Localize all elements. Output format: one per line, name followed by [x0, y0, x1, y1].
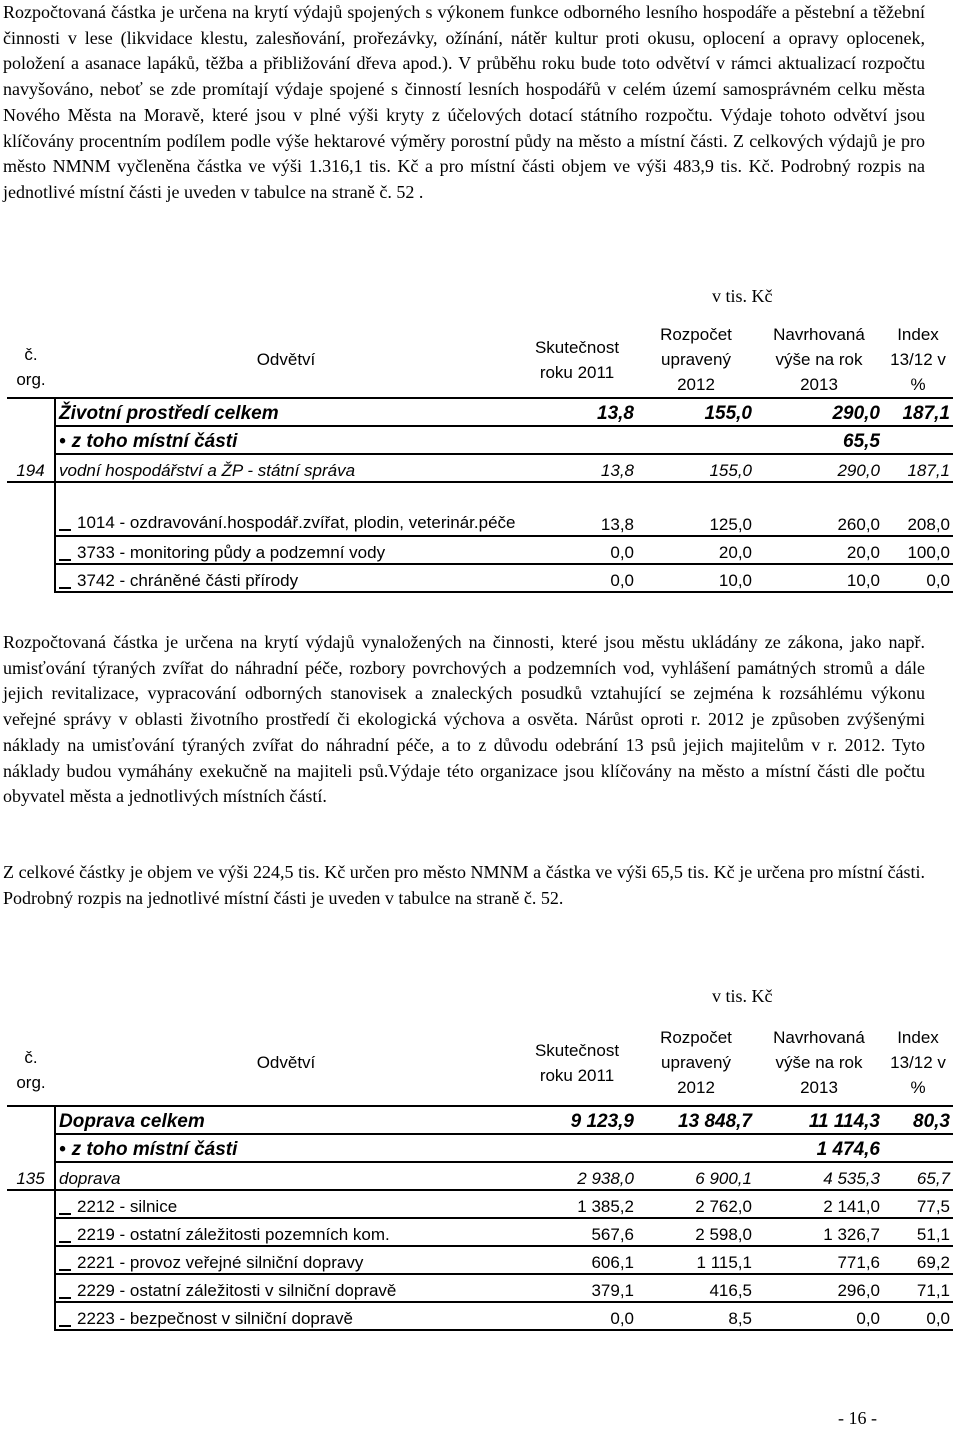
cell-index: 187,1	[883, 454, 953, 482]
table-row	[7, 482, 953, 536]
cell-2013: 0,0	[755, 1302, 883, 1330]
table-row	[7, 1162, 953, 1190]
row-label: vodní hospodářství a ŽP - státní správa	[59, 461, 356, 480]
row-label: Životní prostředí celkem	[59, 403, 279, 424]
paragraph-forestry: Rozpočtovaná částka je určena na krytí výdajů spojených s výkonem funkce odborného lesního hospodáře a pěstební a těžební činnosti v lese (likvidace klestu, zalesňování, prořezávky, ožínání, nátěr kultur proti okusu, oplocení a opravy oplocenek, položení a asanace lapáků, těžba a přibližování dřeva apod.). V průběhu roku bude toto odvětví v rámci aktualizací rozpočtu navyšováno, neboť se zde promítají výdaje spojené s činností lesních hospodářů v celém území samosprávném celku města Nového Města na Moravě, které jsou v plné výši kryty z účelových dotací státního rozpočtu. Výdaje tohoto odvětví jsou klíčovány procentním podílem podle výše hektarové výměry porostní půdy na město a místní části. Z celkových výdajů je pro město NMNM vyčleněna částka ve výši 1.316,1 tis. Kč a pro místní části objem ve výši 483,9 tis. Kč. Podrobný rozpis na jednotlivé místní části je uveden v tabulce na straně č. 52 .	[3, 2, 925, 202]
table-row	[7, 1218, 953, 1246]
table-row	[7, 1246, 953, 1274]
cell-index: 187,1	[883, 398, 953, 426]
cell-2013: 771,6	[755, 1246, 883, 1274]
row-label: z toho místní části	[71, 431, 238, 452]
cell-2013: 290,0	[755, 454, 883, 482]
cell-2011: 0,0	[517, 564, 637, 592]
cell-2012: 155,0	[637, 398, 755, 426]
row-label: 3733 - monitoring půdy a podzemní vody	[77, 543, 386, 562]
cell-org	[7, 1246, 55, 1274]
cell-2013: 11 114,3	[755, 1106, 883, 1134]
cell-label	[55, 1134, 517, 1162]
page-number: - 16 -	[838, 1408, 877, 1428]
header-odvetvi: Odvětví	[256, 1053, 316, 1072]
cell-label	[55, 1218, 517, 1246]
row-label: 2219 - ostatní záležitosti pozemních kom.	[77, 1225, 390, 1244]
header-skutecnost: Skutečnost roku 2011	[534, 1040, 620, 1085]
cell-2011	[517, 1134, 637, 1162]
cell-2012: 13 848,7	[637, 1106, 755, 1134]
row-label: doprava	[59, 1169, 121, 1188]
cell-2012: 2 762,0	[637, 1190, 755, 1218]
table-row	[7, 1274, 953, 1302]
table-row	[7, 454, 953, 482]
cell-index	[883, 426, 953, 454]
cell-2011	[517, 426, 637, 454]
bullet-icon: •	[59, 431, 66, 452]
table-row	[7, 564, 953, 592]
cell-index: 51,1	[883, 1218, 953, 1246]
cell-org	[7, 1106, 55, 1134]
table-body-transport	[7, 1106, 953, 1330]
cell-label	[55, 454, 517, 482]
row-label: 2229 - ostatní záležitosti v silniční dopravě	[77, 1281, 397, 1300]
table-row	[7, 1134, 953, 1162]
header-navrh: Navrhovaná výše na rok 2013	[773, 1028, 865, 1097]
cell-2011: 2 938,0	[517, 1162, 637, 1190]
cell-index: 71,1	[883, 1274, 953, 1302]
cell-2012: 155,0	[637, 454, 755, 482]
row-label: 2212 - silnice	[77, 1197, 178, 1216]
cell-2011: 0,0	[517, 536, 637, 564]
dash-icon	[59, 1269, 71, 1271]
header-org: č. org.	[16, 344, 46, 389]
cell-index: 69,2	[883, 1246, 953, 1274]
row-label: 2223 - bezpečnost v silniční dopravě	[77, 1309, 353, 1328]
header-skutecnost: Skutečnost roku 2011	[534, 337, 620, 382]
cell-label	[55, 398, 517, 426]
cell-2011: 13,8	[517, 398, 637, 426]
header-rozpocet: Rozpočet upravený 2012	[660, 1028, 732, 1097]
unit-label-1: v tis. Kč	[712, 286, 773, 306]
cell-org	[7, 398, 55, 426]
cell-label	[55, 1274, 517, 1302]
cell-index: 208,0	[883, 482, 953, 536]
cell-2013: 1 326,7	[755, 1218, 883, 1246]
cell-2012: 10,0	[637, 564, 755, 592]
unit-label-2: v tis. Kč	[712, 986, 773, 1006]
row-label: 1014 - ozdravování.hospodář.zvířat, plodin, veterinár.péče	[77, 513, 516, 532]
cell-2013: 65,5	[755, 426, 883, 454]
cell-label	[55, 482, 517, 536]
cell-label	[55, 1106, 517, 1134]
header-index: Index 13/12 v %	[890, 325, 946, 394]
cell-org	[7, 1134, 55, 1162]
cell-index: 100,0	[883, 536, 953, 564]
cell-2013: 10,0	[755, 564, 883, 592]
cell-org	[7, 564, 55, 592]
cell-2011: 0,0	[517, 1302, 637, 1330]
dash-icon	[59, 587, 71, 589]
cell-label	[55, 1246, 517, 1274]
cell-label	[55, 564, 517, 592]
table-row	[7, 536, 953, 564]
cell-label	[55, 1190, 517, 1218]
cell-2011: 9 123,9	[517, 1106, 637, 1134]
row-label: Doprava celkem	[59, 1111, 205, 1132]
cell-2012: 2 598,0	[637, 1218, 755, 1246]
cell-org: 194	[7, 454, 55, 482]
cell-org	[7, 1302, 55, 1330]
cell-2012: 416,5	[637, 1274, 755, 1302]
row-label: z toho místní části	[71, 1139, 238, 1160]
dash-icon	[59, 1241, 71, 1243]
cell-index	[883, 1134, 953, 1162]
cell-2013: 1 474,6	[755, 1134, 883, 1162]
cell-2011: 379,1	[517, 1274, 637, 1302]
cell-2011: 1 385,2	[517, 1190, 637, 1218]
cell-index: 80,3	[883, 1106, 953, 1134]
dash-icon	[59, 1325, 71, 1327]
header-org: č. org.	[16, 1047, 46, 1092]
cell-2011: 13,8	[517, 482, 637, 536]
cell-org	[7, 536, 55, 564]
cell-org: 135	[7, 1162, 55, 1190]
table-body-environment	[7, 398, 953, 592]
budget-table-transport	[7, 1020, 953, 1331]
dash-icon	[59, 1213, 71, 1215]
cell-2012: 20,0	[637, 536, 755, 564]
row-label: 2221 - provoz veřejné silniční dopravy	[77, 1253, 364, 1272]
cell-2013: 4 535,3	[755, 1162, 883, 1190]
cell-org	[7, 1274, 55, 1302]
header-navrh: Navrhovaná výše na rok 2013	[773, 325, 865, 394]
bullet-icon: •	[59, 1139, 66, 1160]
cell-2012	[637, 426, 755, 454]
cell-2012: 1 115,1	[637, 1246, 755, 1274]
cell-2012: 125,0	[637, 482, 755, 536]
table-row	[7, 426, 953, 454]
row-label: 3742 - chráněné části přírody	[77, 571, 299, 590]
cell-index: 65,7	[883, 1162, 953, 1190]
header-index: Index 13/12 v %	[890, 1028, 946, 1097]
header-rozpocet: Rozpočet upravený 2012	[660, 325, 732, 394]
table-row	[7, 1106, 953, 1134]
table-row	[7, 1190, 953, 1218]
cell-org	[7, 426, 55, 454]
cell-index: 0,0	[883, 1302, 953, 1330]
cell-org	[7, 1218, 55, 1246]
cell-org	[7, 1190, 55, 1218]
cell-2013: 20,0	[755, 536, 883, 564]
cell-label	[55, 1162, 517, 1190]
cell-2011: 606,1	[517, 1246, 637, 1274]
budget-table-environment	[7, 322, 953, 593]
cell-label	[55, 1302, 517, 1330]
cell-2013: 2 141,0	[755, 1190, 883, 1218]
cell-2012: 8,5	[637, 1302, 755, 1330]
cell-2013: 260,0	[755, 482, 883, 536]
cell-label	[55, 426, 517, 454]
cell-index: 77,5	[883, 1190, 953, 1218]
dash-icon	[59, 1297, 71, 1299]
paragraph-environment-split: Z celkové částky je objem ve výši 224,5 tis. Kč určen pro město NMNM a částka ve výši 65,5 tis. Kč je určena pro místní části. Podrobný rozpis na jednotlivé místní části je uveden v tabulce na straně č. 52.	[3, 862, 925, 908]
cell-2013: 296,0	[755, 1274, 883, 1302]
dash-icon	[59, 559, 71, 561]
table-row	[7, 398, 953, 426]
cell-2012	[637, 1134, 755, 1162]
header-odvetvi: Odvětví	[256, 350, 316, 369]
cell-index: 0,0	[883, 564, 953, 592]
cell-2012: 6 900,1	[637, 1162, 755, 1190]
cell-2011: 567,6	[517, 1218, 637, 1246]
cell-org	[7, 482, 55, 536]
paragraph-environment: Rozpočtovaná částka je určena na krytí výdajů vynaložených na činnosti, které jsou městu ukládány ze zákona, jako např. umisťování týraných zvířat do náhradní péče, rozbory povrchových a podzemních vod, vyhlášení památných stromů a dále jejich revitalizace, vypracování odborných stanovisek a znaleckých posudků vztahující se zejména k rozsáhlému výkonu veřejné správy v oblasti životního prostředí či ekologická výchova a osvěta. Nárůst oproti r. 2012 je způsoben zvýšenými náklady na umisťování týraných zvířat do náhradní péče, a to z důvodu odebrání 13 psů jejich majitelům v r. 2012. Tyto náklady budou vymáhány exekučně na majiteli psů.Výdaje této organizace jsou klíčovány na město a místní části dle počtu obyvatel města a jednotlivých místních částí.	[3, 632, 925, 807]
table-row	[7, 1302, 953, 1330]
dash-icon	[59, 529, 71, 531]
cell-2011: 13,8	[517, 454, 637, 482]
cell-label	[55, 536, 517, 564]
cell-2013: 290,0	[755, 398, 883, 426]
